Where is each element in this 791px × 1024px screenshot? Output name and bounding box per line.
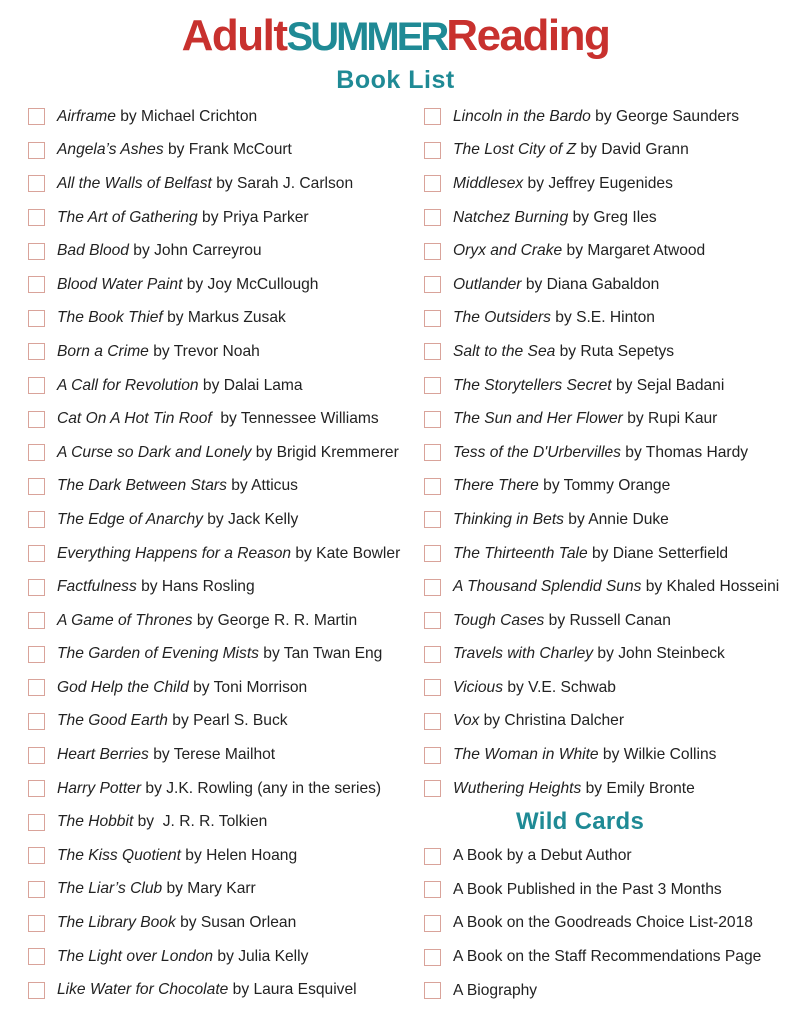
checkbox[interactable]	[28, 209, 45, 226]
book-title: All the Walls of Belfast	[57, 174, 212, 192]
book-list-item	[28, 302, 408, 336]
book-list-item	[28, 369, 408, 403]
book-author: by Tennessee Williams	[211, 410, 379, 428]
book-list-item	[424, 167, 786, 201]
book-title: The Storytellers Secret	[453, 376, 612, 394]
wild-cards-heading: Wild Cards	[516, 808, 645, 836]
checkbox[interactable]	[28, 915, 45, 932]
checkbox[interactable]	[424, 310, 441, 327]
book-title: Airframe	[57, 107, 116, 125]
book-title: Vox	[453, 712, 480, 730]
book-list-item	[28, 772, 408, 806]
book-title: The Thirteenth Tale	[453, 544, 588, 562]
book-title: The Hobbit	[57, 813, 134, 831]
book-author: by Annie Duke	[563, 510, 669, 528]
checkbox[interactable]	[424, 949, 441, 966]
book-list-item	[28, 705, 408, 739]
book-list-item	[28, 100, 408, 134]
book-list-item	[28, 940, 408, 974]
book-list-item	[424, 470, 786, 504]
right-book-column	[424, 100, 786, 1007]
page-subtitle: Book List	[336, 66, 455, 94]
checkbox[interactable]	[28, 411, 45, 428]
book-title: Salt to the Sea	[453, 342, 556, 360]
book-author: by Jack Kelly	[202, 510, 299, 528]
book-list-item	[424, 638, 786, 672]
book-title: The Outsiders	[453, 309, 551, 327]
checkbox[interactable]	[28, 343, 45, 360]
checkbox[interactable]	[424, 276, 441, 293]
checkbox[interactable]	[28, 579, 45, 596]
checkbox[interactable]	[424, 713, 441, 730]
wild-card-label: A Book Published in the Past 3 Months	[453, 880, 722, 898]
book-list-item	[424, 369, 786, 403]
checkbox[interactable]	[28, 982, 45, 999]
book-author: by Wilkie Collins	[598, 746, 717, 764]
book-title: A Call for Revolution	[57, 376, 199, 394]
book-title: The Woman in White	[453, 746, 599, 764]
book-list-item	[424, 134, 786, 168]
book-author: by Terese Mailhot	[148, 746, 276, 764]
checkbox[interactable]	[28, 175, 45, 192]
checkbox[interactable]	[28, 108, 45, 125]
book-title: Wuthering Heights	[453, 779, 582, 797]
book-list-item	[28, 671, 408, 705]
checkbox[interactable]	[424, 982, 441, 999]
checkbox[interactable]	[28, 612, 45, 629]
book-title: Tough Cases	[453, 611, 545, 629]
book-list-item	[28, 167, 408, 201]
book-title: Cat On A Hot Tin Roof	[57, 410, 212, 428]
book-author: by Diane Setterfield	[587, 544, 729, 562]
book-title: A Thousand Splendid Suns	[453, 578, 642, 596]
book-title: The Book Thief	[57, 309, 163, 327]
book-list-item	[424, 234, 786, 268]
book-list-item	[28, 201, 408, 235]
checkbox[interactable]	[28, 377, 45, 394]
book-author: by John Carreyrou	[128, 242, 262, 260]
book-author: by John Steinbeck	[593, 645, 725, 663]
book-title: Oryx and Crake	[453, 242, 563, 260]
book-list-item	[28, 906, 408, 940]
checkbox[interactable]	[28, 679, 45, 696]
book-list-item	[424, 772, 786, 806]
book-title: A Curse so Dark and Lonely	[57, 443, 252, 461]
book-author: by Brigid Kremmerer	[251, 443, 399, 461]
book-list-item	[28, 738, 408, 772]
book-author: by Pearl S. Buck	[167, 712, 288, 730]
wild-card-label: A Book on the Goodreads Choice List-2018	[453, 914, 753, 932]
checkbox[interactable]	[424, 545, 441, 562]
book-author: by Hans Rosling	[136, 578, 255, 596]
book-title: The Good Earth	[57, 712, 168, 730]
checkbox[interactable]	[424, 209, 441, 226]
book-title: Natchez Burning	[453, 208, 569, 226]
book-list-item	[28, 973, 408, 1007]
book-list-item	[424, 570, 786, 604]
book-author: by Khaled Hosseini	[641, 578, 780, 596]
book-list-item	[424, 503, 786, 537]
checkbox[interactable]	[28, 713, 45, 730]
checkbox[interactable]	[424, 646, 441, 663]
book-author: by Mary Karr	[162, 880, 256, 898]
book-author: by Emily Bronte	[581, 779, 695, 797]
book-title: Middlesex	[453, 174, 524, 192]
page-title	[0, 6, 791, 67]
book-title: Lincoln in the Bardo	[453, 107, 591, 125]
book-list-item	[424, 335, 786, 369]
book-list-item	[28, 873, 408, 907]
book-author: by Kate Bowler	[291, 544, 401, 562]
book-title: The Edge of Anarchy	[57, 510, 203, 528]
book-author: by Julia Kelly	[213, 947, 309, 965]
book-list-item	[28, 268, 408, 302]
book-title: Vicious	[453, 678, 503, 696]
book-list-item	[28, 436, 408, 470]
book-author: by Sarah J. Carlson	[211, 174, 354, 192]
book-list-item	[28, 604, 408, 638]
book-title: Tess of the D'Urbervilles	[453, 443, 621, 461]
wild-card-label: A Book on the Staff Recommendations Page	[453, 948, 762, 966]
title-adult: Adult	[181, 11, 287, 60]
book-title: Born a Crime	[57, 342, 149, 360]
wild-card-label: A Book by a Debut Author	[453, 847, 632, 865]
book-title: The Liar’s Club	[57, 880, 163, 898]
title-reading: Reading	[446, 11, 610, 60]
book-author: by Diana Gabaldon	[521, 275, 660, 293]
book-title: Thinking in Bets	[453, 510, 564, 528]
checkbox[interactable]	[424, 377, 441, 394]
book-author: by J. R. R. Tolkien	[133, 813, 268, 831]
book-title: The Garden of Evening Mists	[57, 645, 259, 663]
right-book-list	[424, 100, 786, 805]
checkbox[interactable]	[424, 915, 441, 932]
book-title: Everything Happens for a Reason	[57, 544, 292, 562]
book-title: Harry Potter	[57, 779, 142, 797]
book-title: Outlander	[453, 275, 522, 293]
book-list-item	[28, 805, 408, 839]
page-header	[0, 6, 791, 95]
book-title: Angela’s Ashes	[57, 141, 164, 159]
checkbox[interactable]	[424, 881, 441, 898]
book-author: by George Saunders	[590, 107, 740, 125]
checkbox[interactable]	[424, 243, 441, 260]
checkbox[interactable]	[28, 646, 45, 663]
checkbox[interactable]	[28, 847, 45, 864]
wild-card-item	[424, 907, 786, 941]
checkbox[interactable]	[28, 444, 45, 461]
book-title: The Lost City of Z	[453, 141, 577, 159]
book-list-item	[424, 537, 786, 571]
book-list-item	[28, 335, 408, 369]
book-author: by Trevor Noah	[148, 342, 260, 360]
wild-card-item	[424, 940, 786, 974]
book-list-item	[28, 503, 408, 537]
book-author: by Laura Esquivel	[228, 981, 357, 999]
book-list-item	[424, 402, 786, 436]
book-author: by Markus Zusak	[162, 309, 286, 327]
book-author: by Toni Morrison	[188, 678, 308, 696]
book-list-item	[424, 671, 786, 705]
checkbox[interactable]	[28, 545, 45, 562]
book-title: God Help the Child	[57, 678, 189, 696]
book-list-item	[28, 234, 408, 268]
book-title: A Game of Thrones	[57, 611, 193, 629]
book-author: by S.E. Hinton	[550, 309, 655, 327]
book-author: by Tan Twan Eng	[258, 645, 383, 663]
checkbox[interactable]	[28, 478, 45, 495]
book-list-item	[28, 134, 408, 168]
book-list-item	[28, 402, 408, 436]
book-author: by J.K. Rowling (any in the series)	[141, 779, 382, 797]
book-author: by Atticus	[226, 477, 298, 495]
checkbox[interactable]	[28, 511, 45, 528]
book-list-item	[28, 638, 408, 672]
book-author: by Christina Dalcher	[479, 712, 625, 730]
book-author: by Dalai Lama	[198, 376, 303, 394]
book-author: by Rupi Kaur	[622, 410, 718, 428]
checkbox[interactable]	[424, 108, 441, 125]
checkbox[interactable]	[424, 747, 441, 764]
book-title: Travels with Charley	[453, 645, 594, 663]
book-list-item	[424, 302, 786, 336]
book-author: by Russell Canan	[544, 611, 671, 629]
book-author: by Susan Orlean	[175, 914, 297, 932]
checkbox[interactable]	[424, 848, 441, 865]
wild-card-item	[424, 873, 786, 907]
book-author: by David Grann	[576, 141, 689, 159]
book-author: by Jeffrey Eugenides	[523, 174, 673, 192]
book-list-item	[424, 268, 786, 302]
checkbox[interactable]	[28, 276, 45, 293]
book-author: by Thomas Hardy	[620, 443, 749, 461]
checkbox[interactable]	[424, 780, 441, 797]
book-author: by Joy McCullough	[182, 275, 319, 293]
checkbox[interactable]	[424, 175, 441, 192]
wild-card-label: A Biography	[453, 981, 538, 999]
checkbox[interactable]	[424, 343, 441, 360]
book-author: by Sejal Badani	[611, 376, 725, 394]
book-title: Heart Berries	[57, 746, 149, 764]
book-title: The Art of Gathering	[57, 208, 198, 226]
book-title: There There	[453, 477, 539, 495]
book-title: The Light over London	[57, 947, 214, 965]
book-author: by George R. R. Martin	[192, 611, 358, 629]
book-list-item	[424, 100, 786, 134]
book-author: by Frank McCourt	[163, 141, 292, 159]
book-list-item	[424, 604, 786, 638]
book-author: by Tommy Orange	[538, 477, 671, 495]
book-list-item	[424, 738, 786, 772]
book-list-item	[28, 537, 408, 571]
checkbox[interactable]	[424, 579, 441, 596]
checkbox[interactable]	[424, 511, 441, 528]
checkbox[interactable]	[424, 612, 441, 629]
checkbox[interactable]	[28, 780, 45, 797]
book-title: Blood Water Paint	[57, 275, 183, 293]
book-title: The Library Book	[57, 914, 176, 932]
checkbox[interactable]	[28, 881, 45, 898]
book-list-item	[424, 201, 786, 235]
checkbox[interactable]	[28, 747, 45, 764]
left-book-column	[28, 100, 408, 1007]
book-list-item	[424, 436, 786, 470]
book-list-item	[28, 839, 408, 873]
checkbox[interactable]	[28, 142, 45, 159]
checkbox[interactable]	[424, 478, 441, 495]
book-title: The Dark Between Stars	[57, 477, 227, 495]
wild-card-item	[424, 839, 786, 873]
book-title: Like Water for Chocolate	[57, 981, 229, 999]
checkbox[interactable]	[424, 679, 441, 696]
book-author: by Ruta Sepetys	[555, 342, 675, 360]
book-title: Bad Blood	[57, 242, 129, 260]
title-summer: SUMMER	[286, 15, 447, 59]
book-author: by Priya Parker	[197, 208, 309, 226]
book-author: by Helen Hoang	[180, 846, 298, 864]
checkbox[interactable]	[424, 142, 441, 159]
book-author: by Margaret Atwood	[562, 242, 706, 260]
wild-card-item	[424, 974, 786, 1008]
book-author: by Greg Iles	[568, 208, 657, 226]
checkbox[interactable]	[424, 411, 441, 428]
checkbox[interactable]	[28, 814, 45, 831]
book-list-item	[424, 705, 786, 739]
checkbox[interactable]	[28, 310, 45, 327]
checkbox[interactable]	[28, 243, 45, 260]
book-author: by Michael Crichton	[115, 107, 258, 125]
book-title: The Kiss Quotient	[57, 846, 181, 864]
book-list-item	[28, 570, 408, 604]
book-title: The Sun and Her Flower	[453, 410, 623, 428]
book-list-item	[28, 470, 408, 504]
checkbox[interactable]	[424, 444, 441, 461]
book-author: by V.E. Schwab	[503, 678, 616, 696]
wild-cards-list	[424, 839, 786, 1007]
checkbox[interactable]	[28, 948, 45, 965]
book-title: Factfulness	[57, 578, 137, 596]
